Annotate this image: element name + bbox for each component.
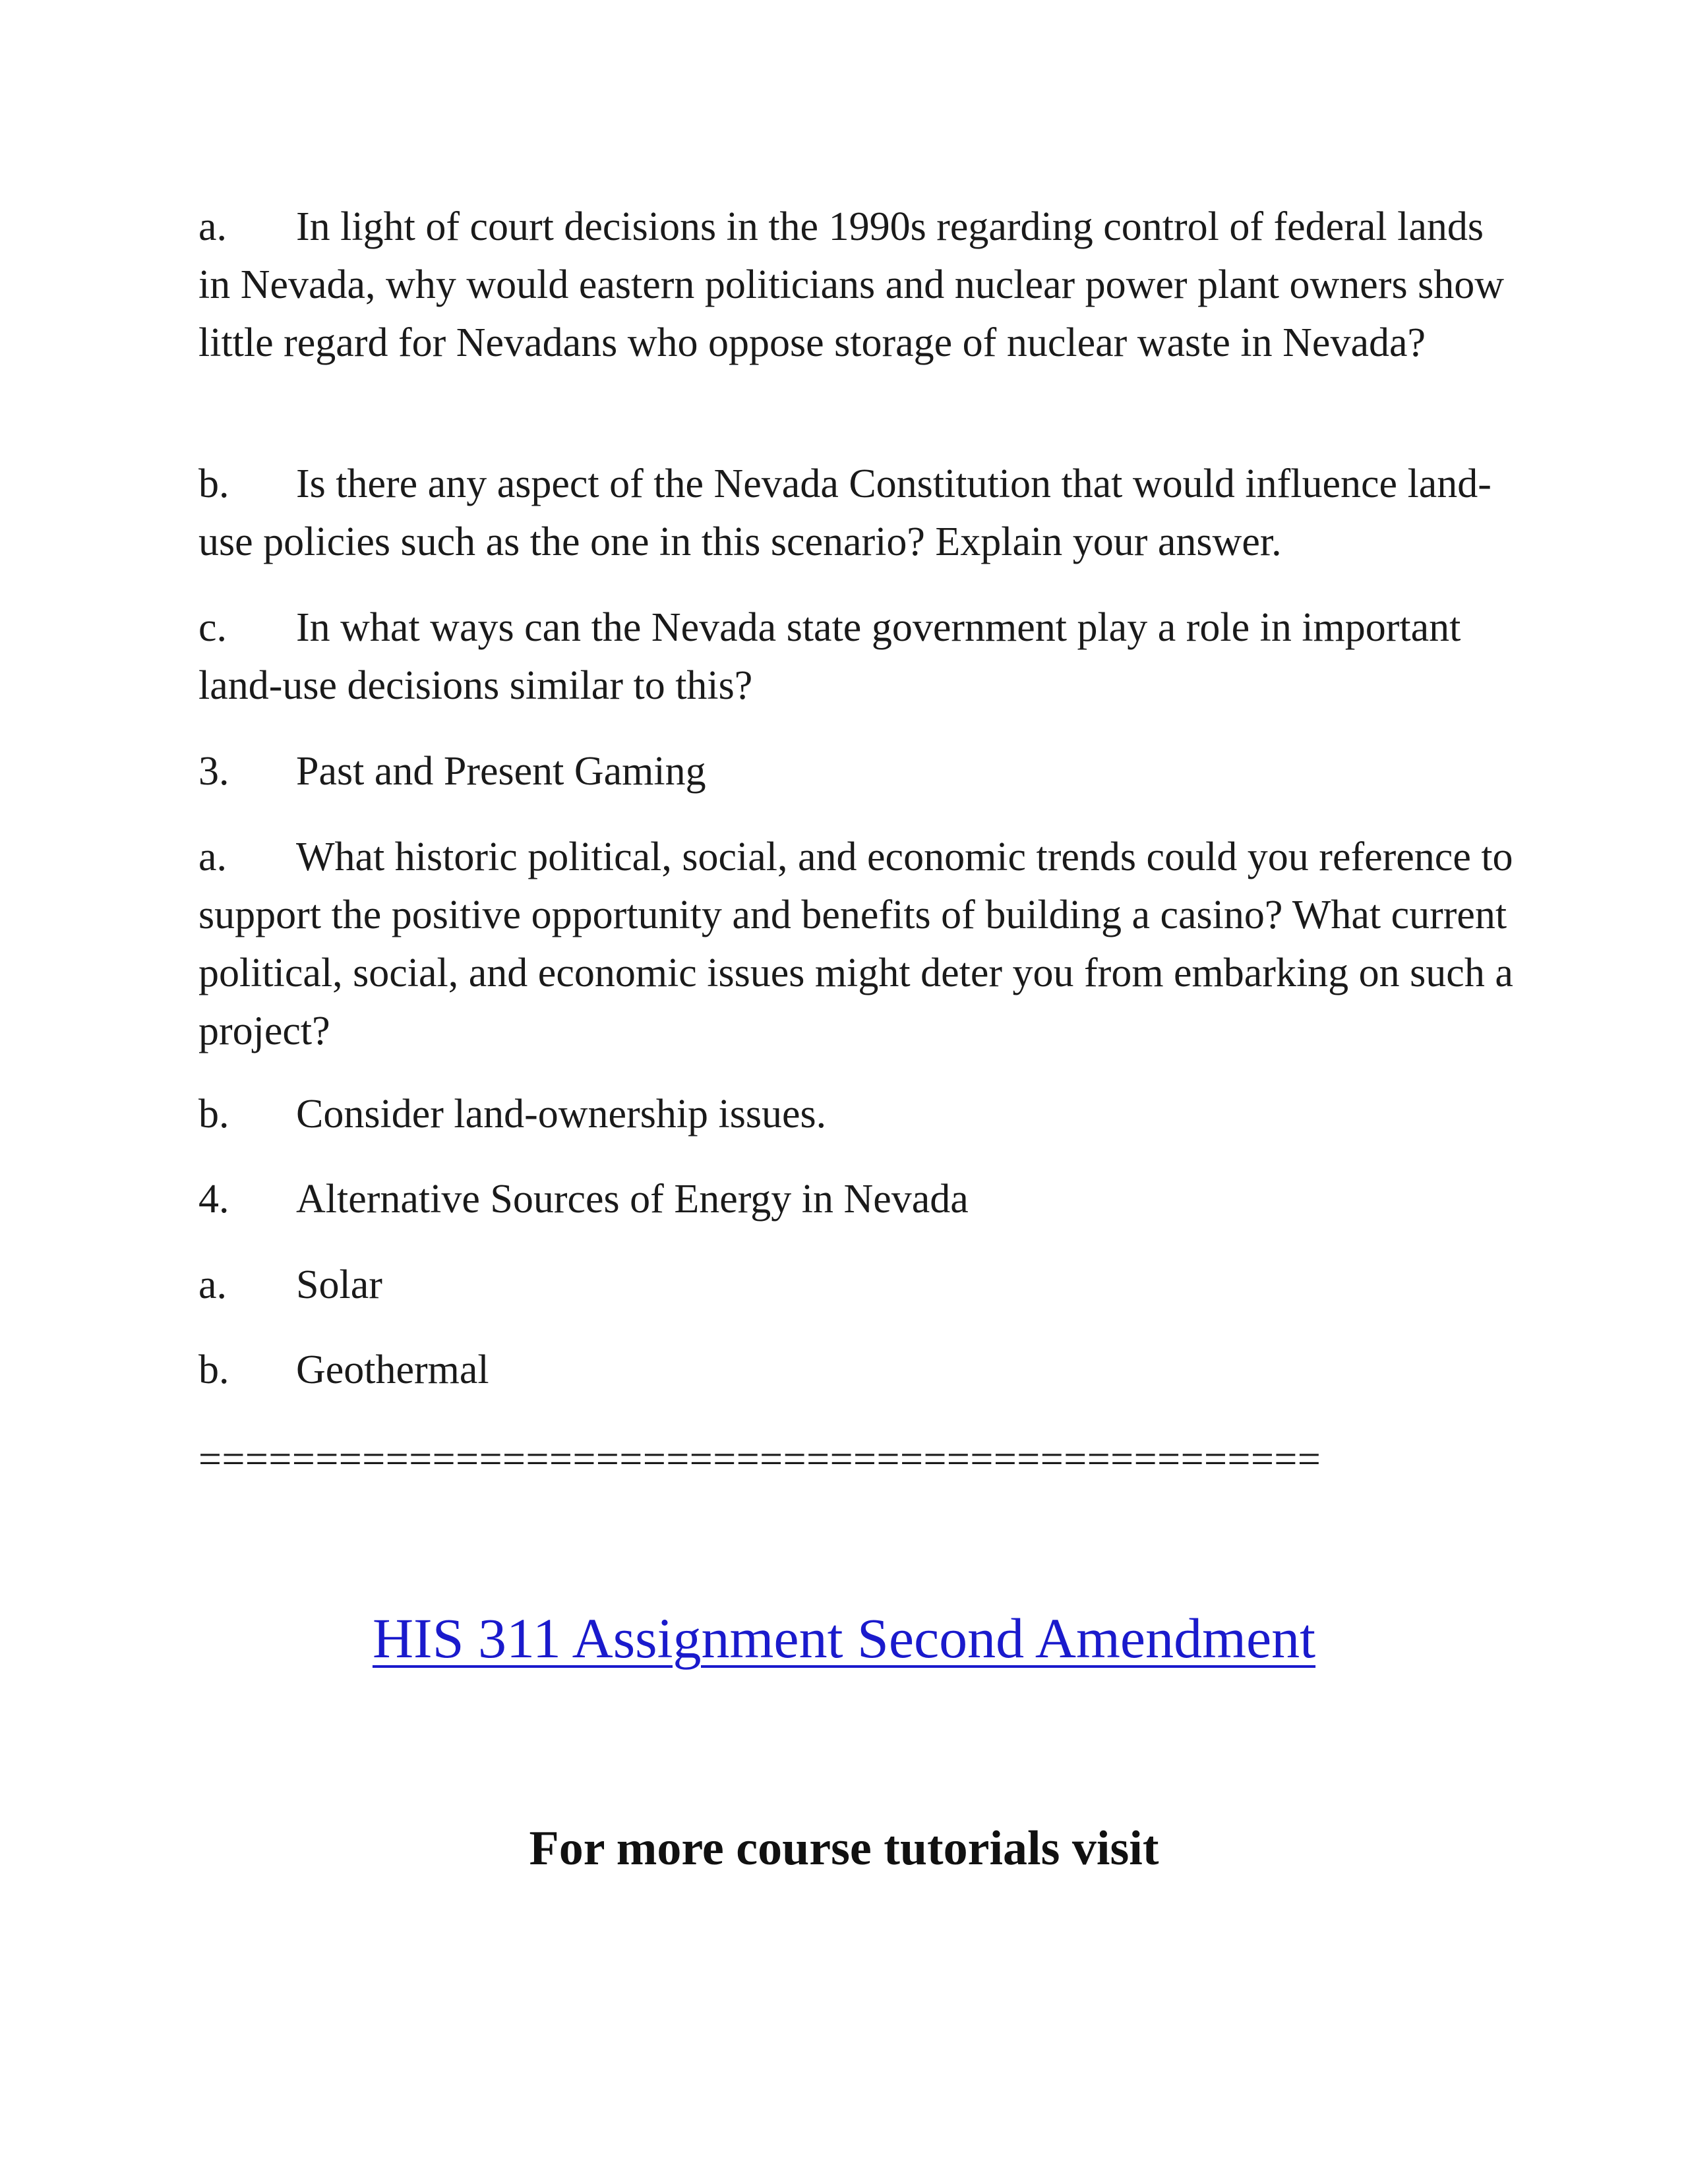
item-label: a. [198,1262,227,1307]
item-text: Past and Present Gaming [296,749,706,794]
item-text: In light of court decisions in the 1990s regarding control of federal lands in Nevada, why would eastern politicians and nuclear power plant owners show little regard for Nevadans who oppose storage of nuclear waste in Nevada? [198,204,1505,365]
item-text: What historic political, social, and economic trends could you reference to support the positive opportunity and benefits of building a casino? What current political, social, and economic issues might deter you from embarking on such a project? [198,835,1513,1053]
item-text: Geothermal [296,1347,489,1392]
item-text: Alternative Sources of Energy in Nevada [296,1177,969,1222]
item-label: b. [198,1347,229,1392]
question-c-state-government [198,599,1517,715]
assignment-link-container [0,1602,1688,1674]
question-b-constitution [198,455,1517,571]
question-a-gaming-trends [198,828,1517,1060]
item-label: 3. [198,749,229,794]
item-b-geothermal [198,1341,1517,1399]
footer-visit-text: For more course tutorials visit [529,1821,1159,1875]
section-4-heading [198,1170,1517,1228]
item-label: a. [198,204,227,249]
item-text: Solar [296,1262,382,1307]
item-label: b. [198,1092,229,1136]
item-label: b. [198,461,229,506]
item-text: Is there any aspect of the Nevada Constitution that would influence land-use policies such as the one in this scenario? Explain your answer. [198,461,1492,564]
item-label: a. [198,835,227,879]
item-label: 4. [198,1177,229,1222]
question-b-land-ownership [198,1085,1517,1143]
item-text: In what ways can the Nevada state government play a role in important land-use decisions similar to this? [198,605,1461,708]
item-label: c. [198,605,227,650]
item-text: Consider land-ownership issues. [296,1092,827,1136]
item-a-solar [198,1256,1517,1314]
section-3-heading [198,742,1517,800]
question-a-federal-lands [198,198,1517,372]
separator-line: ================================================ [198,1437,1321,1482]
assignment-link[interactable]: HIS 311 Assignment Second Amendment [372,1607,1316,1670]
